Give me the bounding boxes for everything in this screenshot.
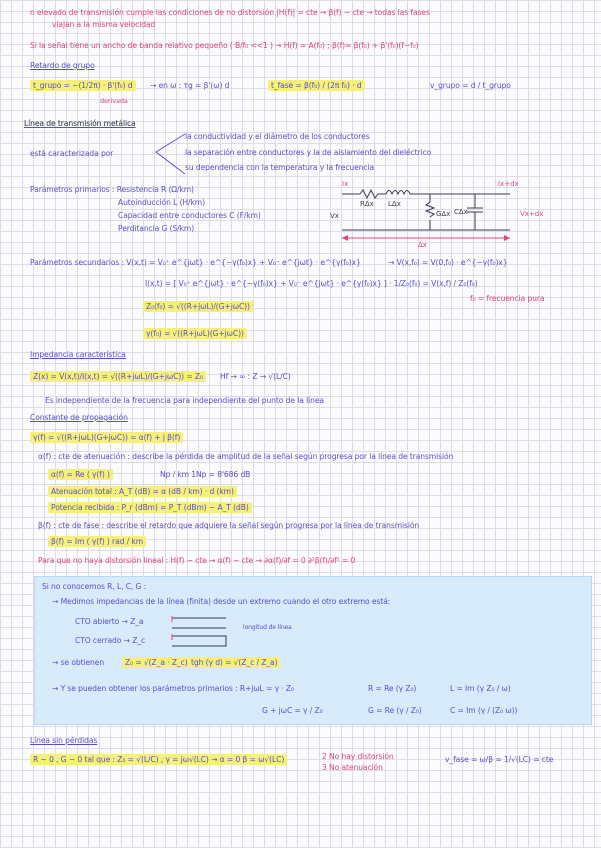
annotation: 2 No hay distorsión (322, 752, 394, 761)
formula: Hf → ∞ : Z → √(L/C) (220, 372, 291, 381)
brace-icon (150, 130, 190, 180)
label-c: CΔx (454, 208, 468, 216)
text-line: Autoinducción L (H/km) (118, 198, 205, 207)
formula: Atenuación total : A_T (dB) = α (dB / km) · d (km) (48, 486, 237, 497)
text-line: Es independiente de la frecuencia para independiente del punto de la línea (45, 396, 324, 405)
label-dx: Δx (418, 241, 427, 248)
formula: Potencia recibida : P_r (dBm) = P_T (dBm) − A_T (dB) (48, 502, 252, 513)
text-line: Si la señal tiene un ancho de banda relativo pequeño ( B/f₀ <<1 ) → H(f) ≈ A(f₀) ; β(f)≈ β(f₀) + β'(f₀)(f−f₀) (30, 41, 419, 50)
text-line: la separación entre conductores y la de aislamiento del dieléctrico (185, 148, 432, 157)
open-circuit-icon (170, 612, 230, 652)
formula: Parámetros secundarios : V(x,t) = V₀⁺ e^{jωt} · e^{−γ(f₀)x} + V₀⁻ e^{jωt} · e^{γ(f₀)x} (30, 258, 361, 267)
text-line: n elevado de transmisión cumple las condiciones de no distorsión |H(f)| = cte → β(f) ~ cte → todas las fases (30, 8, 430, 17)
formula: Z₀ = √(Z_a · Z_c) (122, 657, 191, 668)
formula: v_fase = ω/β = 1/√(LC) = cte (445, 755, 554, 764)
text-line: Np / km 1Np = 8'686 dB (160, 470, 251, 479)
circuit-diagram (320, 176, 550, 248)
formula: γ(f) = √((R+jωL)(G+jωC)) = α(f) + j β(f) (30, 432, 183, 443)
annotation: f₀ = frecuencia pura (470, 294, 545, 303)
label-ixdx: Ix+dx (498, 180, 519, 188)
label-r: RΔx (360, 200, 374, 208)
text-line: CTO cerrado → Z_c (75, 636, 146, 645)
text-line: β(f) : cte de fase : describe el retardo que adquiere la señal según progresa por la línea de transmisión (38, 521, 420, 530)
section-title: Retardo de grupo (30, 61, 95, 70)
label-l: LΔx (388, 200, 401, 208)
formula: tgh (γ d) = √(Z_c / Z_a) (188, 657, 280, 668)
section-title: Línea sin pérdidas (30, 736, 98, 745)
annotation: longitud de línea (243, 624, 292, 631)
label-vxdx: Vx+dx (520, 210, 544, 218)
formula: I(x,t) = [ V₀⁺ e^{jωt} · e^{−γ(f₀)x} + V₀⁻ e^{jωt} · e^{γ(f₀)x} ] · 1/Z₀(f₀) = V(x,f) / Z₀(f₀) (145, 279, 478, 288)
text-line: α(f) : cte de atenuación : describe la pérdida de amplitud de la señal según progresa por la línea de transmisión (38, 452, 454, 461)
text-line: Perditancia G (S/km) (118, 224, 195, 233)
formula: Z₀(f₀) = √((R+jωL)/(G+jωC)) (143, 301, 253, 312)
formula: L = Im (γ Z₀ / ω) (450, 684, 511, 693)
section-title: Constante de propagación (30, 413, 128, 422)
text-line: → Medimos impedancias de la línea (finita) desde un extremo cuando el otro extremo está: (52, 597, 391, 606)
text-line: Para que no haya distorsión lineal : H(f) ~ cte → α(f) ~ cte → ∂α(f)/∂f = 0 ∂²β(f)/∂f² = 0 (38, 556, 356, 565)
text-line: Si no conocemos R, L, C, G : (42, 582, 147, 591)
formula: G + jωC = γ / Z₀ (262, 706, 323, 715)
text-line: → Y se pueden obtener los parámetros primarios : R+jωL = γ · Z₀ (52, 684, 294, 693)
annotation: derivada (100, 97, 128, 105)
formula: → V(x,f₀) = V(0,f₀) · e^{−γ(f₀)x} (388, 258, 508, 267)
section-title: Línea de transmisión metálica (24, 119, 136, 128)
formula: β(f) = Im ( γ(f) ) rad / km (48, 536, 146, 547)
text-line: CTO abierto → Z_a (75, 617, 144, 626)
formula: α(f) = Re ( γ(f) ) (48, 469, 113, 480)
annotation: 3 No atenuación (322, 763, 383, 772)
formula: R ~ 0 , G ~ 0 tal que : Z₀ = √(L/C) , γ = jω√(LC) → α = 0 β = ω√(LC) (30, 754, 287, 765)
text-line: → se obtienen (52, 658, 105, 667)
text-line: su dependencia con la temperatura y la frecuencia (185, 163, 375, 172)
formula: t_grupo = −(1/2π) · β'(f₀) d (30, 80, 136, 91)
label-vx: Vx (330, 212, 339, 220)
formula: G = Re (γ / Z₀) (368, 706, 422, 715)
formula: Z(x) = V(x,t)/I(x,t) = √((R+jωL)/(G+jωC)) = Z₀ (30, 371, 206, 382)
formula: γ(f₀) = √((R+jωL)(G+jωC)) (143, 328, 247, 339)
formula: R = Re (γ Z₀) (368, 684, 417, 693)
text-line: Capacidad entre conductores C (F/km) (118, 211, 261, 220)
text-line: la conductividad y el diámetro de los conductores (185, 132, 370, 141)
label-g: GΔx (436, 210, 451, 218)
text-line: viajan a la misma velocidad (52, 20, 156, 29)
text-line: está caracterizada por (30, 149, 114, 158)
formula: t_fase = β(f₀) / (2π f₀) · d (268, 80, 365, 91)
formula: v_grupo = d / t_grupo (430, 81, 511, 90)
section-title: Impedancia característica (30, 350, 126, 359)
formula: C = Im (γ / (Z₀ ω)) (450, 706, 518, 715)
label-ix: Ix (342, 180, 349, 188)
formula: → en ω : τg = β'(ω) d (150, 81, 230, 90)
text-line: Parámetros primarios : Resistencia R (Ω/km) (30, 185, 194, 194)
